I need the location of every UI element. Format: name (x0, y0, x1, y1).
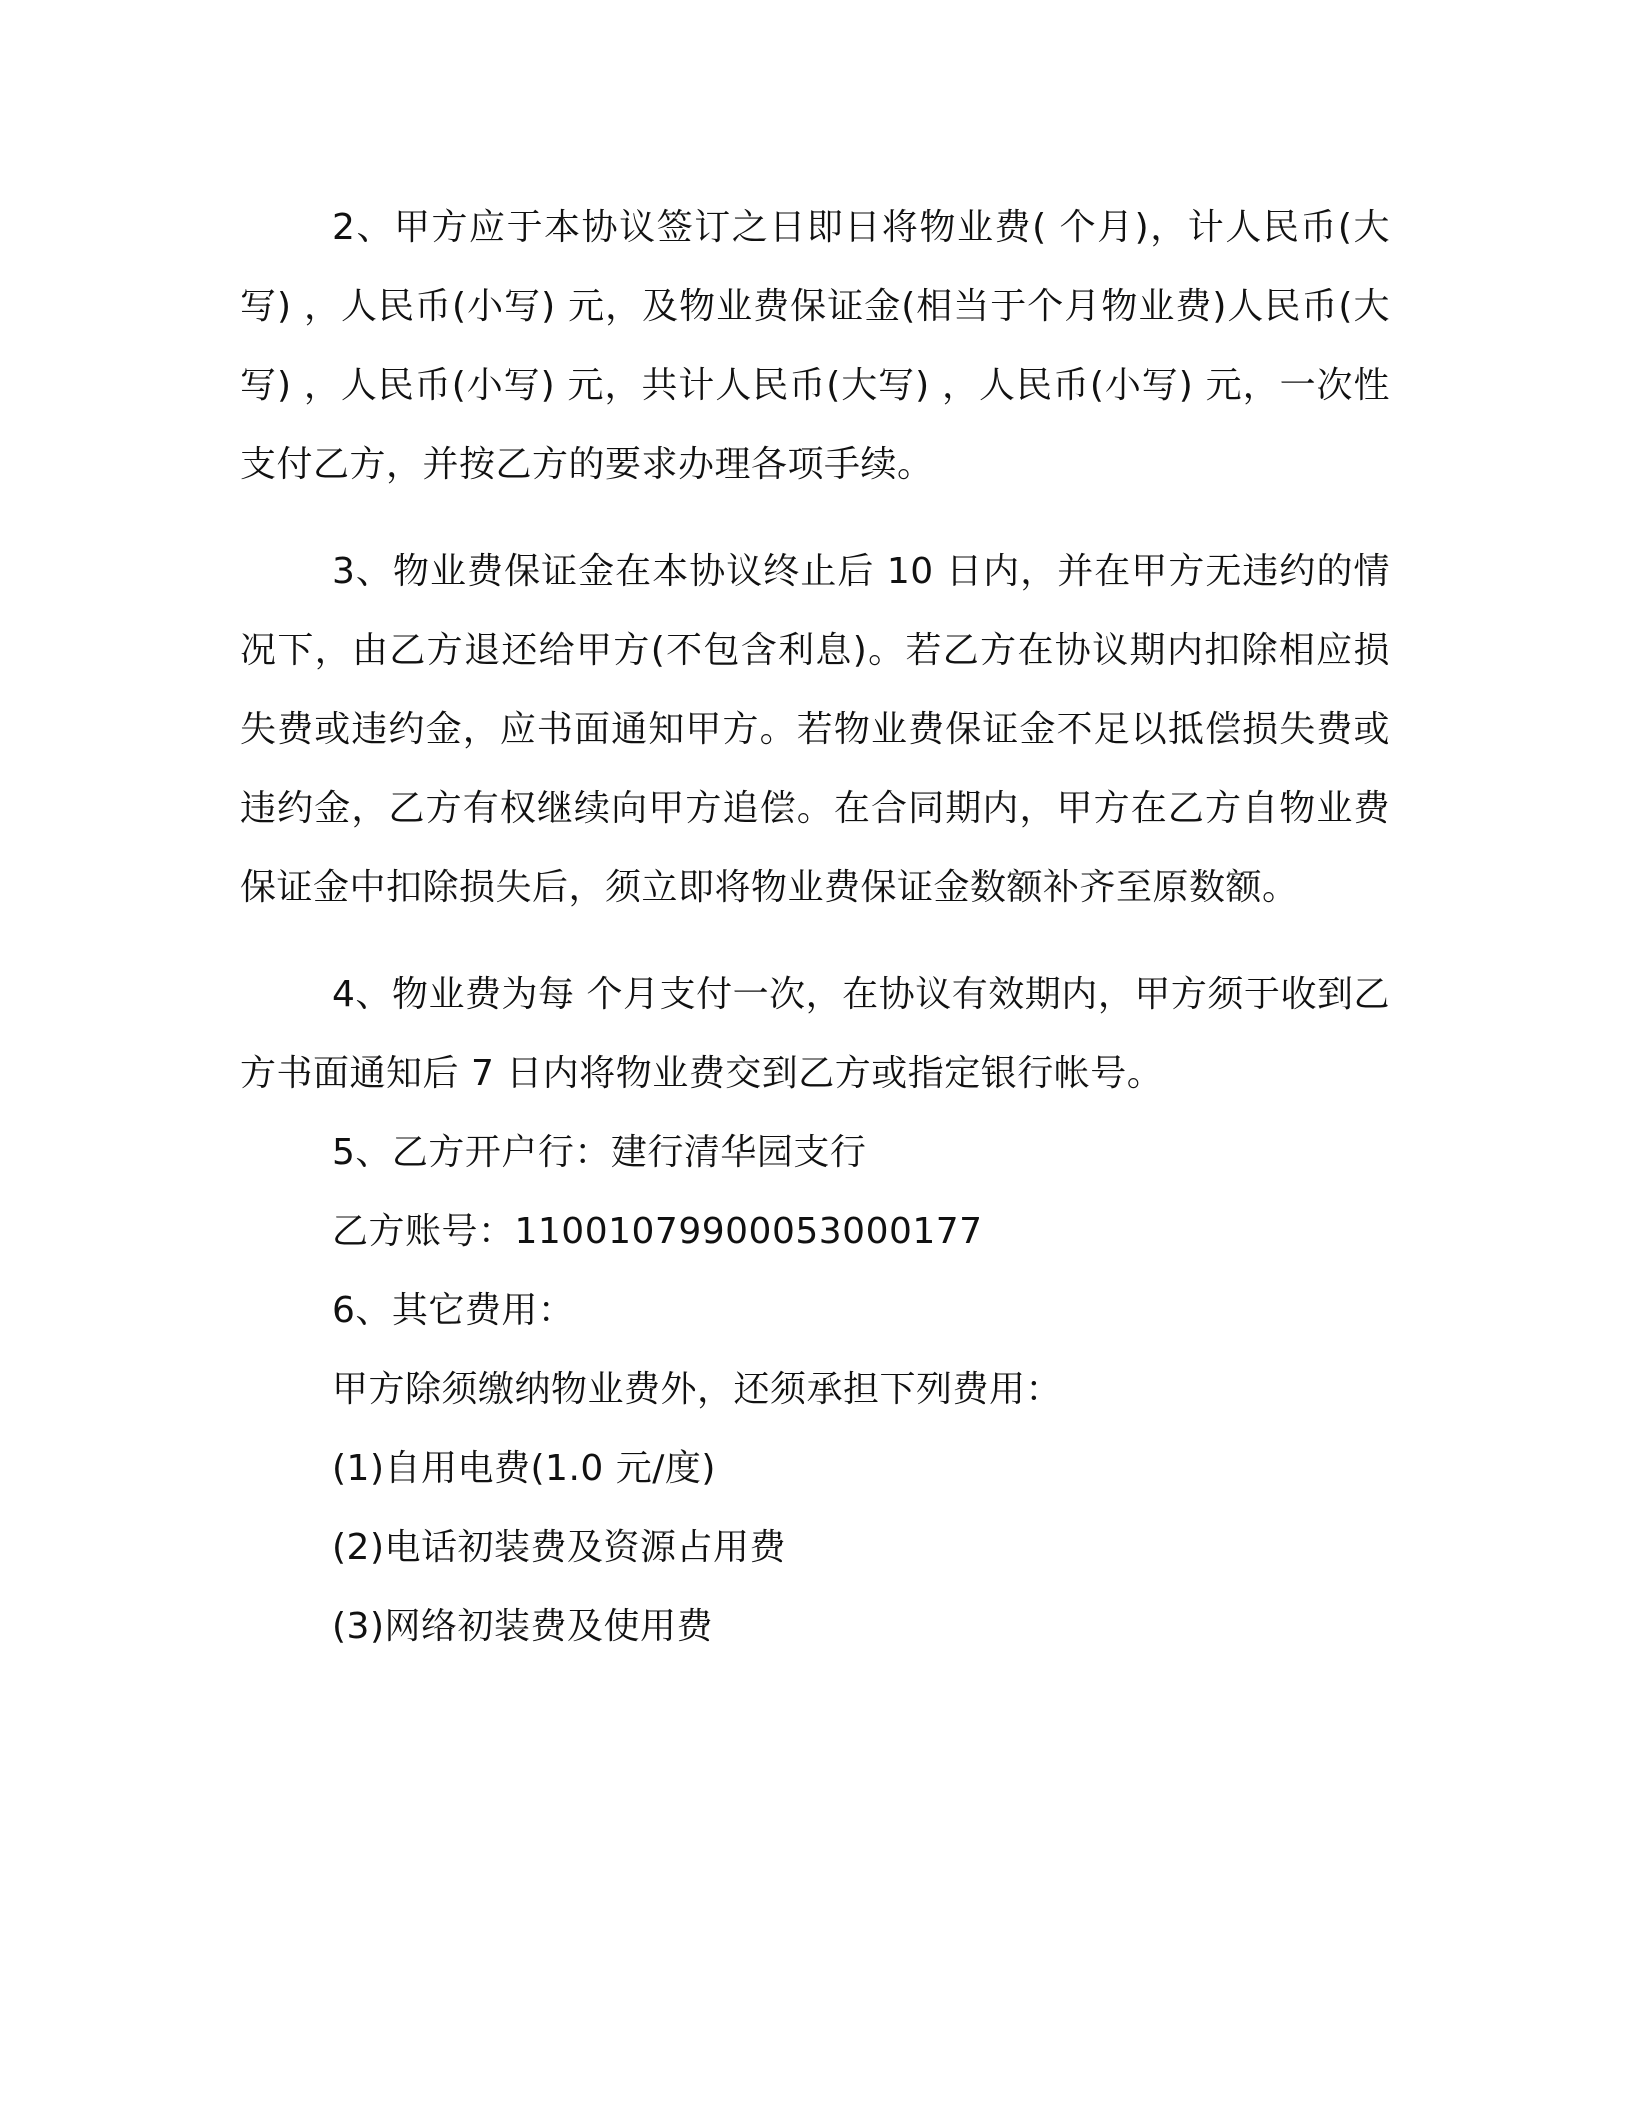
fee-item-2: (2)电话初装费及资源占用费 (332, 1527, 786, 1568)
clause-3-paragraph: 3、物业费保证金在本协议终止后 10 日内，并在甲方无违约的情况下，由乙方退还给甲方(不包含利息)。若乙方在协议期内扣除相应损失费或违约金，应书面通知甲方。若物业费保证金不足以抵偿损失费或违约金，乙方有权继续向甲方追偿。在合同期内，甲方在乙方自物业费保证金中扣除损失后，须立即将物业费保证金数额补齐至原数额。 (240, 551, 1390, 908)
document-body (240, 188, 1390, 1666)
clause-5-bank-line: 5、乙方开户行：建行清华园支行 (332, 1132, 867, 1173)
account-number-line: 乙方账号：11001079900053000177 (332, 1211, 983, 1252)
clause-2-paragraph: 2、甲方应于本协议签订之日即日将物业费( 个月)，计人民币(大写) ，人民币(小写) 元，及物业费保证金(相当于个月物业费)人民币(大写) ，人民币(小写) 元，共计人民币(大写) ，人民币(小写) 元，一次性支付乙方，并按乙方的要求办理各项手续。 (240, 207, 1390, 485)
fee-item-1: (1)自用电费(1.0 元/度) (332, 1448, 716, 1489)
other-fees-intro: 甲方除须缴纳物业费外，还须承担下列费用： (332, 1369, 1063, 1410)
clause-4-paragraph: 4、物业费为每 个月支付一次，在协议有效期内，甲方须于收到乙方书面通知后 7 日内将物业费交到乙方或指定银行帐号。 (240, 974, 1390, 1094)
fee-item-3: (3)网络初装费及使用费 (332, 1606, 713, 1647)
clause-6-heading: 6、其它费用： (332, 1290, 575, 1331)
